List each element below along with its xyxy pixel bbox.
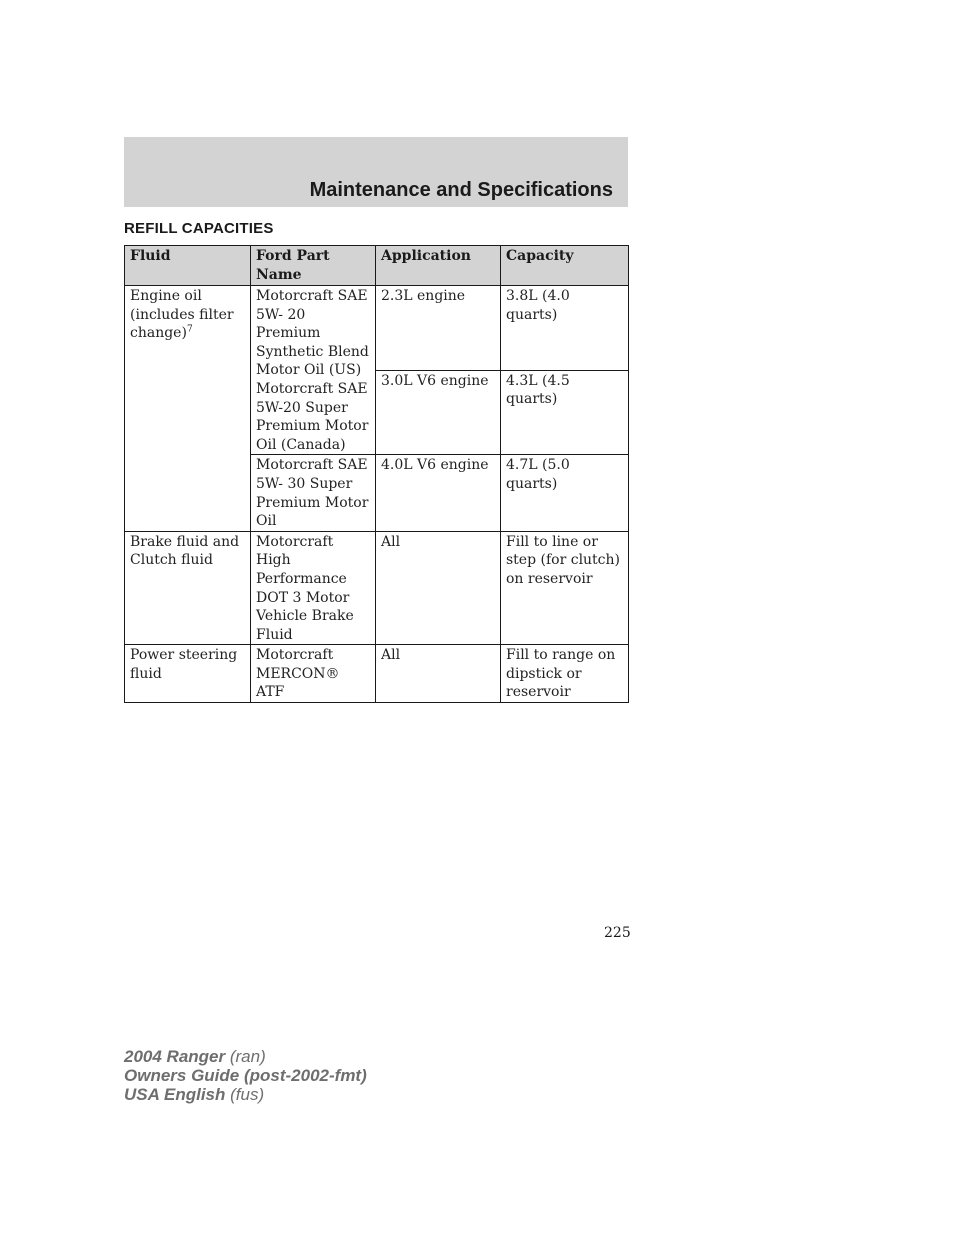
footer-line-1 (124, 1047, 367, 1066)
footer-line-3 (124, 1085, 367, 1104)
engine-oil-capacity-3: 4.7L (5.0 quarts) (501, 455, 629, 531)
page-number: 225 (604, 925, 631, 941)
engine-oil-application-3: 4.0L V6 engine (376, 455, 501, 531)
table-row (125, 645, 629, 703)
footer (124, 1047, 367, 1104)
engine-oil-part-us: Motorcraft SAE 5W- 20 Premium Synthetic Blend Motor Oil (US) (256, 288, 369, 379)
footer-language: USA English (124, 1085, 226, 1104)
engine-oil-application-1: 2.3L engine (376, 286, 501, 371)
column-header-capacity: Capacity (501, 246, 629, 286)
table-header-row (125, 246, 629, 286)
section-title: Maintenance and Specifications (309, 179, 613, 201)
engine-oil-part-cell (251, 286, 376, 455)
engine-oil-part-canada: Motorcraft SAE 5W-20 Super Premium Motor Oil (Canada) (256, 380, 369, 453)
engine-oil-application-2: 3.0L V6 engine (376, 370, 501, 455)
brake-fluid-cell: Brake fluid and Clutch fluid (125, 531, 251, 645)
steering-application-cell: All (376, 645, 501, 703)
brake-part-cell: Motorcraft High Performance DOT 3 Motor Vehicle Brake Fluid (251, 531, 376, 645)
engine-oil-fluid: Engine oil (includes filter change) (130, 288, 234, 342)
steering-capacity-cell: Fill to range on dipstick or reservoir (501, 645, 629, 703)
engine-oil-capacity-1: 3.8L (4.0 quarts) (501, 286, 629, 371)
footer-model: 2004 Ranger (124, 1047, 226, 1066)
steering-fluid-cell: Power steering fluid (125, 645, 251, 703)
footnote-marker: 7 (186, 324, 193, 335)
footer-language-code: (fus) (230, 1085, 265, 1104)
refill-capacities-table (124, 245, 629, 703)
footer-line-2 (124, 1066, 367, 1085)
engine-oil-part-5w30: Motorcraft SAE 5W- 30 Super Premium Motor Oil (251, 455, 376, 531)
column-header-part-name: Ford Part Name (251, 246, 376, 286)
header-band (124, 137, 628, 207)
table-row (125, 531, 629, 645)
refill-capacities-heading: REFILL CAPACITIES (124, 220, 274, 237)
steering-part-cell: Motorcraft MERCON® ATF (251, 645, 376, 703)
column-header-application: Application (376, 246, 501, 286)
brake-capacity-cell: Fill to line or step (for clutch) on reservoir (501, 531, 629, 645)
brake-application-cell: All (376, 531, 501, 645)
engine-oil-capacity-2: 4.3L (4.5 quarts) (501, 370, 629, 455)
table-row (125, 286, 629, 371)
footer-model-code: (ran) (229, 1047, 266, 1066)
engine-oil-fluid-cell (125, 286, 251, 532)
column-header-fluid: Fluid (125, 246, 251, 286)
footer-guide: Owners Guide (post-2002-fmt) (124, 1066, 367, 1085)
